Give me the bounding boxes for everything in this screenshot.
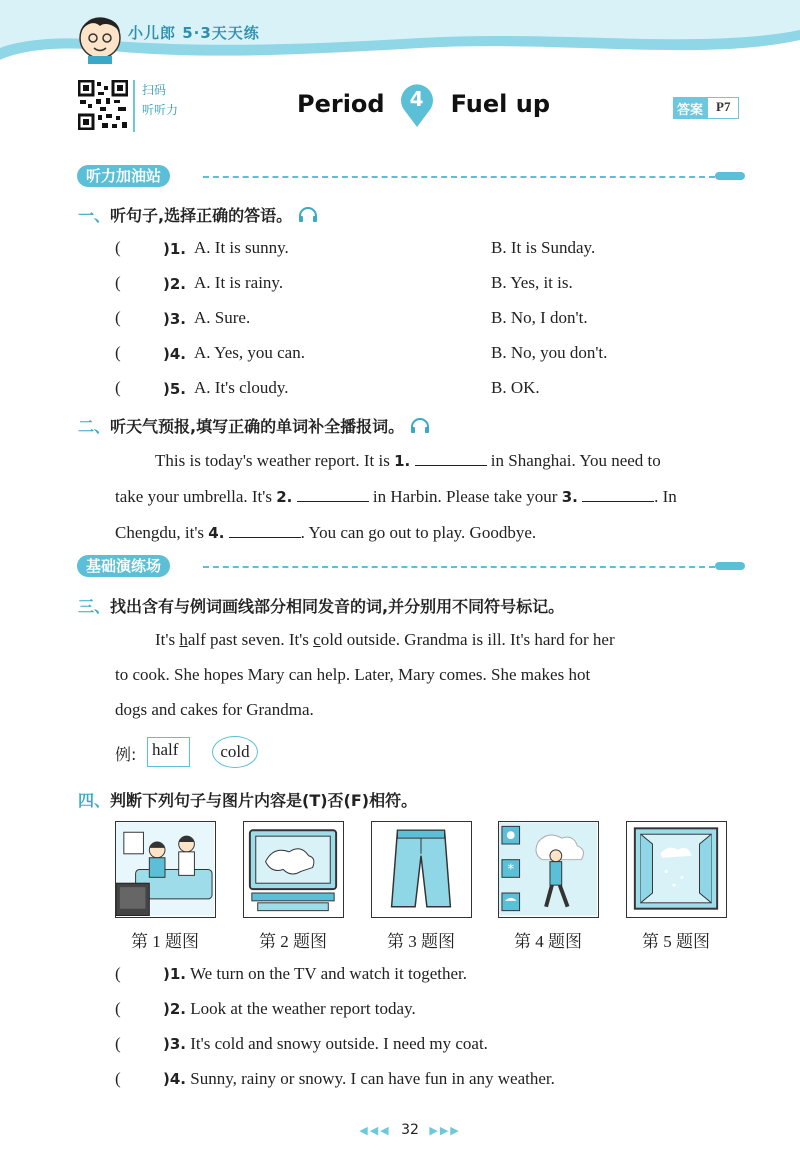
weather-report-passage: This is today's weather report. It is 1. in Shanghai. You need to take your umbrella. It's 2. in Harbin. Please take your 3. . In Chengdu, it's 4. . You can go out to play. Goodbye. bbox=[115, 451, 677, 542]
fill-blank-4[interactable] bbox=[229, 522, 301, 538]
answer-blank[interactable]: ( bbox=[115, 238, 121, 257]
mascot-boy-icon bbox=[74, 8, 126, 64]
answer-blank[interactable]: ( bbox=[115, 308, 121, 327]
question-3-heading: 三、 找出含有与例词画线部分相同发音的词,并分别用不同符号标记。 bbox=[78, 597, 565, 616]
example-boxed-word: half bbox=[147, 737, 190, 767]
section-bar-listening: 听力加油站 bbox=[77, 165, 745, 187]
caption-4: 第 4 题图 bbox=[514, 932, 582, 951]
caption-1: 第 1 题图 bbox=[131, 932, 199, 951]
example-circled-word: cold bbox=[212, 736, 258, 768]
picture-4-boy-walking-weather bbox=[498, 821, 599, 918]
tf-item-4: ( )4. Sunny, rainy or snowy. I can have fun in any weather. bbox=[115, 1069, 555, 1088]
brand-title: 小儿郎 5·3天天练 bbox=[128, 24, 260, 42]
picture-5-window-snow bbox=[626, 821, 727, 918]
location-pin-icon: 4 bbox=[397, 81, 437, 127]
question-2-heading: 二、 听天气预报,填写正确的单词补全播报词。 bbox=[78, 414, 430, 437]
answer-blank[interactable]: ( bbox=[115, 343, 121, 362]
headphone-icon[interactable] bbox=[410, 418, 430, 434]
answer-page-ref: 答案 P7 bbox=[673, 97, 739, 119]
picture-2-weather-report-tv bbox=[243, 821, 344, 918]
fill-blank-3[interactable] bbox=[582, 486, 654, 502]
page-number: ◀◀◀ 32 ▶▶▶ bbox=[359, 1122, 461, 1138]
scan-to-listen-note: 扫码 听听力 bbox=[133, 80, 189, 132]
right-arrows-icon: ▶▶▶ bbox=[429, 1124, 461, 1137]
phonics-passage: It's half past seven. It's cold outside. Grandma is ill. It's hard for her to cook. She hopes Mary can help. Later, Mary comes. She makes hot dogs and cakes for Grandma. bbox=[115, 630, 615, 719]
tf-item-1: ( )1. We turn on the TV and watch it together. bbox=[115, 964, 467, 983]
picture-1-family-watching-tv bbox=[115, 821, 216, 918]
caption-3: 第 3 题图 bbox=[387, 932, 455, 951]
tf-item-2: ( )2. Look at the weather report today. bbox=[115, 999, 416, 1018]
answer-blank[interactable]: ( bbox=[115, 964, 121, 983]
svg-text:*: * bbox=[507, 861, 515, 878]
headphone-icon[interactable] bbox=[298, 207, 318, 223]
fill-blank-2[interactable] bbox=[297, 486, 369, 502]
picture-3-trousers bbox=[371, 821, 472, 918]
answer-blank[interactable]: ( bbox=[115, 999, 121, 1018]
fill-blank-1[interactable] bbox=[415, 450, 487, 466]
caption-5: 第 5 题图 bbox=[642, 932, 710, 951]
answer-blank[interactable]: ( bbox=[115, 273, 121, 292]
left-arrows-icon: ◀◀◀ bbox=[359, 1124, 391, 1137]
caption-2: 第 2 题图 bbox=[259, 932, 327, 951]
qr-code-icon[interactable] bbox=[78, 80, 128, 130]
page-title: Period 4 Fuel up bbox=[297, 84, 550, 124]
answer-blank[interactable]: ( bbox=[115, 378, 121, 397]
tf-item-3: ( )3. It's cold and snowy outside. I need my coat. bbox=[115, 1034, 488, 1053]
answer-blank[interactable]: ( bbox=[115, 1034, 121, 1053]
question-4-heading: 四、 判断下列句子与图片内容是(T)否(F)相符。 bbox=[78, 791, 418, 810]
question-1-heading: 一、 听句子,选择正确的答语。 bbox=[78, 203, 318, 226]
answer-blank[interactable]: ( bbox=[115, 1069, 121, 1088]
section-bar-basics: 基础演练场 bbox=[77, 555, 745, 577]
example-label: 例: bbox=[115, 745, 137, 764]
